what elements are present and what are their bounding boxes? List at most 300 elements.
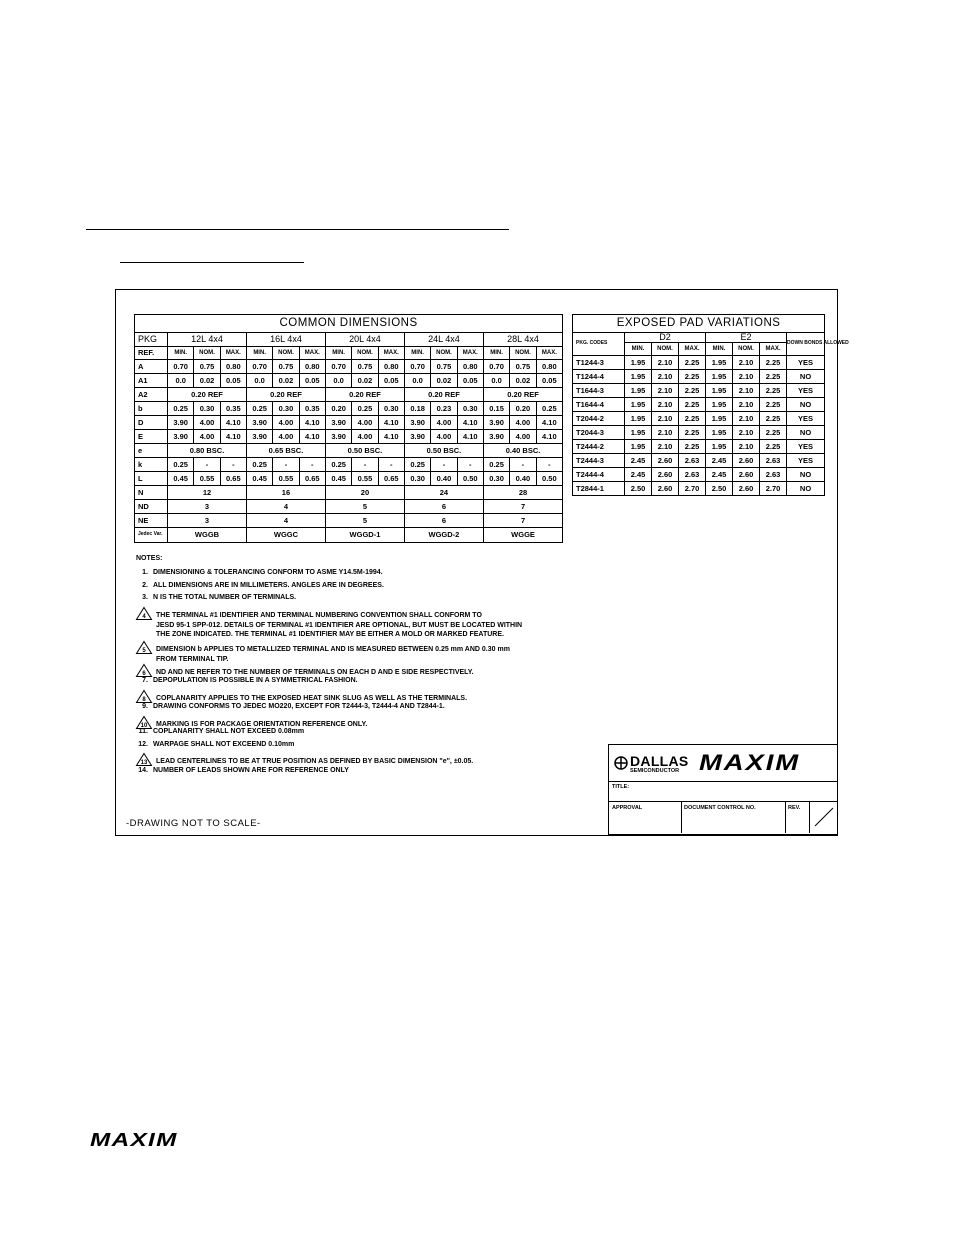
- value-cell: 2.60: [733, 468, 760, 482]
- value-cell: 2.25: [760, 370, 787, 384]
- value-cell: 0.25: [536, 402, 563, 416]
- value-cell: -: [194, 458, 220, 472]
- value-cell: 2.63: [760, 454, 787, 468]
- title-block-logo-row: [609, 745, 837, 782]
- value-cell: 4.10: [220, 416, 246, 430]
- ep-data-row: [573, 426, 825, 440]
- value-cell: 0.05: [299, 374, 325, 388]
- value-cell: NO: [787, 398, 825, 412]
- value-cell: 0.20: [325, 402, 351, 416]
- note-triangle-icon: [136, 641, 152, 654]
- value-cell: 0.02: [510, 374, 536, 388]
- span-cell: WGGC: [246, 528, 325, 543]
- package-header: 16L 4x4: [246, 333, 325, 347]
- value-cell: 0.25: [168, 458, 194, 472]
- subheader: MAX.: [378, 347, 404, 360]
- cd-title-row: [135, 315, 563, 333]
- note-number: 7.: [142, 677, 148, 684]
- value-cell: 0.05: [220, 374, 246, 388]
- note-item: [136, 641, 510, 663]
- value-cell: 0.05: [536, 374, 563, 388]
- value-cell: 4.10: [457, 430, 483, 444]
- value-cell: 0.25: [246, 458, 272, 472]
- note-item: [136, 569, 383, 576]
- value-cell: 2.25: [679, 398, 706, 412]
- subheader: MAX.: [299, 347, 325, 360]
- value-cell: 0.30: [457, 402, 483, 416]
- cd-data-row: [135, 444, 563, 458]
- subheader: MAX.: [760, 343, 787, 356]
- span-cell: 20: [325, 486, 404, 500]
- d2-header: D2: [625, 333, 706, 343]
- notes-heading: NOTES:: [136, 555, 163, 562]
- value-cell: 0.30: [273, 402, 299, 416]
- subheader: NOM.: [194, 347, 220, 360]
- value-cell: 0.02: [352, 374, 378, 388]
- value-cell: 0.70: [404, 360, 430, 374]
- value-cell: 0.25: [352, 402, 378, 416]
- row-ref: N: [135, 486, 168, 500]
- note-item: [136, 677, 358, 684]
- value-cell: 0.55: [352, 472, 378, 486]
- value-cell: 4.00: [194, 430, 220, 444]
- ep-data-row: [573, 384, 825, 398]
- value-cell: 4.10: [536, 416, 563, 430]
- divider: [681, 802, 682, 833]
- value-cell: 0.80: [299, 360, 325, 374]
- note-item: [136, 664, 474, 677]
- value-cell: 0.45: [325, 472, 351, 486]
- row-ref: D: [135, 416, 168, 430]
- subheader: MIN.: [246, 347, 272, 360]
- pkg-label: PKG: [135, 333, 168, 347]
- value-cell: 4.00: [431, 416, 457, 430]
- subheader: NOM.: [273, 347, 299, 360]
- row-ref: b: [135, 402, 168, 416]
- value-cell: 0.75: [352, 360, 378, 374]
- value-cell: 3.90: [404, 430, 430, 444]
- ep-data-row: [573, 482, 825, 496]
- value-cell: 2.63: [679, 454, 706, 468]
- ep-data-row: [573, 356, 825, 370]
- value-cell: 0.02: [194, 374, 220, 388]
- title-block-bottom-row: [609, 802, 837, 833]
- ep-title-row: [573, 315, 825, 333]
- value-cell: 1.95: [625, 440, 652, 454]
- note-triangle-icon: [136, 716, 152, 729]
- note-number: 5: [142, 648, 146, 654]
- span-cell: WGGB: [168, 528, 247, 543]
- span-cell: 4: [246, 514, 325, 528]
- row-ref: Jedec Var.: [135, 528, 168, 543]
- pkg-codes-label: PKG. CODES: [573, 333, 625, 356]
- e2-header: E2: [706, 333, 787, 343]
- value-cell: 0.0: [483, 374, 509, 388]
- value-cell: -: [273, 458, 299, 472]
- note-text: DRAWING CONFORMS TO JEDEC MO220, EXCEPT FOR T2444-3, T2444-4 AND T2844-1.: [153, 703, 445, 710]
- note-text: COPLANARITY APPLIES TO THE EXPOSED HEAT SINK SLUG AS WELL AS THE TERMINALS.: [156, 695, 468, 702]
- value-cell: 0.75: [431, 360, 457, 374]
- cd-data-row: [135, 528, 563, 543]
- value-cell: 3.90: [246, 430, 272, 444]
- package-header: 24L 4x4: [404, 333, 483, 347]
- value-cell: -: [299, 458, 325, 472]
- value-cell: 3.90: [168, 430, 194, 444]
- subheader: MAX.: [457, 347, 483, 360]
- value-cell: 0.80: [457, 360, 483, 374]
- subheader: MIN.: [404, 347, 430, 360]
- value-cell: NO: [787, 370, 825, 384]
- cd-data-row: [135, 500, 563, 514]
- value-cell: 0.80: [536, 360, 563, 374]
- span-cell: 4: [246, 500, 325, 514]
- value-cell: 2.25: [679, 440, 706, 454]
- value-cell: 1.95: [625, 398, 652, 412]
- note-text: N IS THE TOTAL NUMBER OF TERMINALS.: [153, 594, 297, 601]
- pkg-code: T1244-4: [573, 370, 625, 384]
- semiconductor-wordmark: SEMICONDUCTOR: [630, 768, 680, 774]
- approval-label: APPROVAL: [612, 805, 643, 811]
- dallas-logo-icon: [614, 756, 628, 770]
- value-cell: 2.10: [652, 356, 679, 370]
- value-cell: 1.95: [706, 370, 733, 384]
- value-cell: 2.25: [760, 356, 787, 370]
- rev-slash-icon: [810, 802, 838, 832]
- value-cell: -: [510, 458, 536, 472]
- value-cell: 0.30: [378, 402, 404, 416]
- ep-data-row: [573, 412, 825, 426]
- ep-data-row: [573, 468, 825, 482]
- value-cell: 0.25: [168, 402, 194, 416]
- note-triangle-icon: [136, 607, 152, 620]
- pkg-code: T2044-2: [573, 412, 625, 426]
- value-cell: 1.95: [706, 426, 733, 440]
- note-text: NUMBER OF LEADS SHOWN ARE FOR REFERENCE ONLY: [153, 766, 349, 774]
- note-item: [136, 690, 467, 703]
- scale-note: -DRAWING NOT TO SCALE-: [126, 818, 261, 829]
- value-cell: 0.0: [325, 374, 351, 388]
- note-text: ALL DIMENSIONS ARE IN MILLIMETERS. ANGLES ARE IN DEGREES.: [153, 581, 384, 589]
- ep-header-row: [573, 333, 825, 343]
- value-cell: 2.10: [733, 398, 760, 412]
- ref-label: REF.: [135, 347, 168, 360]
- value-cell: 2.25: [760, 384, 787, 398]
- value-cell: 2.45: [706, 454, 733, 468]
- value-cell: 0.25: [483, 458, 509, 472]
- value-cell: 2.60: [733, 454, 760, 468]
- ep-data-row: [573, 370, 825, 384]
- pkg-code: T2444-2: [573, 440, 625, 454]
- value-cell: YES: [787, 384, 825, 398]
- note-number: 12.: [138, 741, 148, 748]
- ep-data-row: [573, 398, 825, 412]
- value-cell: 0.55: [273, 472, 299, 486]
- subheader: MIN.: [483, 347, 509, 360]
- value-cell: 0.80: [378, 360, 404, 374]
- row-ref: ND: [135, 500, 168, 514]
- row-ref: NE: [135, 514, 168, 528]
- note-number: 4: [142, 614, 146, 620]
- footer-maxim-logo: [90, 1130, 178, 1151]
- span-cell: 5: [325, 514, 404, 528]
- value-cell: 0.70: [483, 360, 509, 374]
- value-cell: 0.0: [168, 374, 194, 388]
- value-cell: 2.25: [679, 356, 706, 370]
- value-cell: 1.95: [706, 412, 733, 426]
- span-cell: 0.50 BSC.: [325, 444, 404, 458]
- value-cell: 2.10: [733, 412, 760, 426]
- value-cell: 0.50: [457, 472, 483, 486]
- value-cell: 1.95: [706, 398, 733, 412]
- note-item: [136, 594, 296, 601]
- value-cell: 2.10: [733, 370, 760, 384]
- ep-data-row: [573, 454, 825, 468]
- value-cell: 2.25: [760, 398, 787, 412]
- doc-control-label: DOCUMENT CONTROL NO.: [684, 805, 756, 811]
- value-cell: 4.00: [510, 430, 536, 444]
- value-cell: 1.95: [625, 384, 652, 398]
- span-cell: WGGD-2: [404, 528, 483, 543]
- value-cell: 2.60: [652, 454, 679, 468]
- value-cell: 2.10: [652, 384, 679, 398]
- subheader: MIN.: [625, 343, 652, 356]
- note-number: 11.: [138, 728, 148, 735]
- span-cell: 0.65 BSC.: [246, 444, 325, 458]
- value-cell: 0.50: [536, 472, 563, 486]
- value-cell: 4.10: [536, 430, 563, 444]
- value-cell: 2.25: [760, 426, 787, 440]
- value-cell: 0.30: [404, 472, 430, 486]
- value-cell: 0.30: [483, 472, 509, 486]
- ep-data-row: [573, 440, 825, 454]
- value-cell: 0.70: [246, 360, 272, 374]
- value-cell: 2.10: [652, 412, 679, 426]
- note-item: [136, 767, 349, 774]
- value-cell: YES: [787, 454, 825, 468]
- span-cell: 0.80 BSC.: [168, 444, 247, 458]
- value-cell: 2.10: [652, 426, 679, 440]
- value-cell: 2.60: [652, 468, 679, 482]
- value-cell: 0.20: [510, 402, 536, 416]
- cd-data-row: [135, 486, 563, 500]
- note-text-continued: THE ZONE INDICATED. THE TERMINAL #1 IDENTIFIER MAY BE EITHER A MOLD OR MARKED FEATURE.: [156, 631, 504, 638]
- title-block: [608, 744, 838, 835]
- note-number: 9.: [142, 703, 148, 710]
- maxim-wordmark: MAXIM: [699, 750, 801, 775]
- subheader: NOM.: [431, 347, 457, 360]
- note-item: [136, 582, 384, 589]
- value-cell: 0.30: [194, 402, 220, 416]
- value-cell: 0.75: [273, 360, 299, 374]
- pkg-code: T1644-4: [573, 398, 625, 412]
- value-cell: 0.02: [431, 374, 457, 388]
- cd-data-row: [135, 472, 563, 486]
- value-cell: 0.40: [510, 472, 536, 486]
- note-number: 6: [142, 671, 146, 677]
- cd-data-row: [135, 458, 563, 472]
- note-text: WARPAGE SHALL NOT EXCEEND 0.10mm: [153, 741, 295, 748]
- title-block-title-row: [609, 781, 837, 802]
- span-cell: 0.40 BSC.: [483, 444, 562, 458]
- value-cell: 0.0: [404, 374, 430, 388]
- value-cell: 2.25: [679, 426, 706, 440]
- header-rule-long: [86, 229, 509, 230]
- value-cell: 0.25: [404, 458, 430, 472]
- package-header: 12L 4x4: [168, 333, 247, 347]
- value-cell: 3.90: [246, 416, 272, 430]
- value-cell: 4.00: [194, 416, 220, 430]
- pkg-code: T2844-1: [573, 482, 625, 496]
- cd-title: COMMON DIMENSIONS: [135, 315, 563, 333]
- value-cell: 0.65: [378, 472, 404, 486]
- row-ref: L: [135, 472, 168, 486]
- subheader: MIN.: [168, 347, 194, 360]
- footer-maxim-wordmark: MAXIM: [90, 1130, 178, 1150]
- value-cell: NO: [787, 482, 825, 496]
- subheader: MAX.: [220, 347, 246, 360]
- value-cell: 1.95: [706, 384, 733, 398]
- value-cell: 2.25: [760, 412, 787, 426]
- value-cell: 0.25: [325, 458, 351, 472]
- value-cell: 0.70: [325, 360, 351, 374]
- value-cell: 2.50: [706, 482, 733, 496]
- pkg-code: T2444-3: [573, 454, 625, 468]
- value-cell: 3.90: [168, 416, 194, 430]
- value-cell: 0.40: [431, 472, 457, 486]
- value-cell: 2.45: [706, 468, 733, 482]
- note-number: 1.: [142, 569, 148, 576]
- note-text-continued: FROM TERMINAL TIP.: [156, 656, 229, 663]
- note-text: MARKING IS FOR PACKAGE ORIENTATION REFERENCE ONLY.: [156, 720, 368, 728]
- value-cell: 2.70: [760, 482, 787, 496]
- subheader: MIN.: [706, 343, 733, 356]
- pkg-code: T1644-3: [573, 384, 625, 398]
- value-cell: 4.00: [510, 416, 536, 430]
- row-ref: E: [135, 430, 168, 444]
- value-cell: 0.75: [510, 360, 536, 374]
- subheader: MIN.: [325, 347, 351, 360]
- note-text: DEPOPULATION IS POSSIBLE IN A SYMMETRICAL FASHION.: [153, 677, 358, 684]
- value-cell: 1.95: [625, 426, 652, 440]
- note-number: 10: [140, 722, 148, 729]
- note-text: DIMENSION b APPLIES TO METALLIZED TERMINAL AND IS MEASURED BETWEEN 0.25 mm AND 0.30 mm: [156, 646, 510, 653]
- value-cell: 0.18: [404, 402, 430, 416]
- value-cell: 2.25: [760, 440, 787, 454]
- value-cell: 0.15: [483, 402, 509, 416]
- span-cell: 0.20 REF: [325, 388, 404, 402]
- note-triangle-icon: [136, 690, 152, 703]
- value-cell: 0.0: [246, 374, 272, 388]
- cd-data-row: [135, 388, 563, 402]
- exposed-pad-table: [572, 314, 849, 496]
- note-item: [136, 741, 294, 748]
- value-cell: 2.25: [679, 412, 706, 426]
- note-text: LEAD CENTERLINES TO BE AT TRUE POSITION AS DEFINED BY BASIC DIMENSION "e", ±0.05.: [156, 758, 474, 765]
- value-cell: 2.10: [733, 384, 760, 398]
- span-cell: 16: [246, 486, 325, 500]
- note-text: DIMENSIONING & TOLERANCING CONFORM TO ASME Y14.5M-1994.: [153, 569, 383, 576]
- span-cell: 0.50 BSC.: [404, 444, 483, 458]
- row-ref: A1: [135, 374, 168, 388]
- row-ref: k: [135, 458, 168, 472]
- note-item: [136, 703, 445, 710]
- value-cell: 4.10: [457, 416, 483, 430]
- value-cell: 2.10: [733, 426, 760, 440]
- subheader: MAX.: [536, 347, 563, 360]
- note-number: 2.: [142, 581, 148, 589]
- note-triangle-icon: [136, 664, 152, 677]
- value-cell: 2.10: [733, 356, 760, 370]
- rev-label: REV.: [788, 805, 801, 811]
- span-cell: 6: [404, 500, 483, 514]
- note-text-continued: JESD 95-1 SPP-012. DETAILS OF TERMINAL #1 IDENTIFIER ARE OPTIONAL, BUT MUST BE LOCATED WITHIN: [156, 622, 523, 629]
- note-number: 13: [140, 760, 148, 766]
- note-text: THE TERMINAL #1 IDENTIFIER AND TERMINAL NUMBERING CONVENTION SHALL CONFORM TO: [156, 612, 482, 619]
- value-cell: 4.00: [273, 416, 299, 430]
- value-cell: 2.25: [679, 370, 706, 384]
- span-cell: 6: [404, 514, 483, 528]
- span-cell: 5: [325, 500, 404, 514]
- note-item: [136, 607, 522, 638]
- note-text: ND AND NE REFER TO THE NUMBER OF TERMINALS ON EACH D AND E SIDE RESPECTIVELY.: [156, 669, 474, 676]
- ep-title: EXPOSED PAD VARIATIONS: [573, 315, 825, 333]
- value-cell: 2.63: [679, 468, 706, 482]
- row-ref: A2: [135, 388, 168, 402]
- value-cell: -: [220, 458, 246, 472]
- pkg-code: T2044-3: [573, 426, 625, 440]
- span-cell: 3: [168, 514, 247, 528]
- value-cell: 4.10: [220, 430, 246, 444]
- pkg-code: T2444-4: [573, 468, 625, 482]
- subheader: NOM.: [352, 347, 378, 360]
- divider: [785, 802, 786, 833]
- note-triangle-icon: [136, 753, 152, 766]
- note-item: [136, 753, 473, 766]
- value-cell: 0.02: [273, 374, 299, 388]
- cd-sub-row: [135, 347, 563, 360]
- value-cell: -: [352, 458, 378, 472]
- value-cell: 0.05: [457, 374, 483, 388]
- value-cell: 0.45: [246, 472, 272, 486]
- cd-data-row: [135, 430, 563, 444]
- value-cell: 1.95: [625, 356, 652, 370]
- value-cell: -: [536, 458, 563, 472]
- subheader: MAX.: [679, 343, 706, 356]
- value-cell: 0.35: [299, 402, 325, 416]
- value-cell: 0.45: [168, 472, 194, 486]
- value-cell: 2.60: [733, 482, 760, 496]
- subheader: NOM.: [733, 343, 760, 356]
- value-cell: 3.90: [325, 416, 351, 430]
- drawing-frame: [115, 289, 849, 836]
- package-header: 20L 4x4: [325, 333, 404, 347]
- value-cell: 2.50: [625, 482, 652, 496]
- note-number: 8: [142, 697, 146, 703]
- header-rule-short: [120, 262, 304, 263]
- subheader: NOM.: [652, 343, 679, 356]
- span-cell: WGGD-1: [325, 528, 404, 543]
- value-cell: NO: [787, 468, 825, 482]
- cd-data-row: [135, 402, 563, 416]
- value-cell: 4.10: [378, 416, 404, 430]
- cd-data-row: [135, 416, 563, 430]
- value-cell: 0.05: [378, 374, 404, 388]
- span-cell: 28: [483, 486, 562, 500]
- value-cell: 2.45: [625, 468, 652, 482]
- note-item: [136, 728, 304, 735]
- value-cell: 0.65: [220, 472, 246, 486]
- span-cell: 12: [168, 486, 247, 500]
